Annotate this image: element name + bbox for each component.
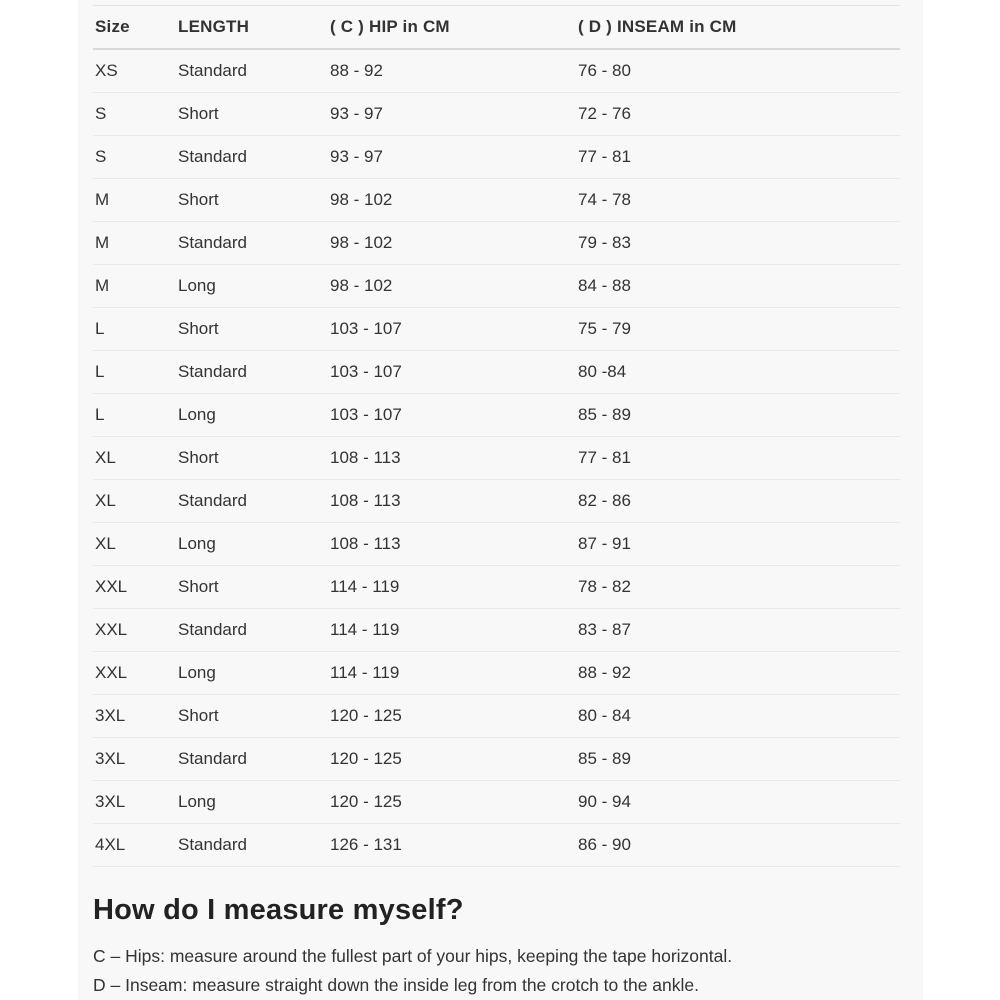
table-cell: Standard <box>176 351 328 394</box>
table-cell: 80 -84 <box>576 351 900 394</box>
table-cell: XXL <box>93 566 176 609</box>
table-cell: 98 - 102 <box>328 222 576 265</box>
table-cell: S <box>93 93 176 136</box>
table-cell: 84 - 88 <box>576 265 900 308</box>
table-row <box>93 609 900 652</box>
table-cell: XL <box>93 437 176 480</box>
table-row <box>93 222 900 265</box>
table-cell: 93 - 97 <box>328 136 576 179</box>
table-cell: 86 - 90 <box>576 824 900 867</box>
table-row <box>93 566 900 609</box>
table-row <box>93 480 900 523</box>
table-cell: XXL <box>93 652 176 695</box>
table-row <box>93 394 900 437</box>
table-row <box>93 824 900 867</box>
table-cell: M <box>93 222 176 265</box>
table-cell: 85 - 89 <box>576 738 900 781</box>
table-row <box>93 523 900 566</box>
table-row <box>93 781 900 824</box>
table-row <box>93 179 900 222</box>
table-cell: 98 - 102 <box>328 265 576 308</box>
table-cell: L <box>93 394 176 437</box>
table-cell: 108 - 113 <box>328 523 576 566</box>
column-header-hip: ( C ) HIP in CM <box>328 6 576 50</box>
table-cell: 75 - 79 <box>576 308 900 351</box>
table-cell: M <box>93 179 176 222</box>
table-cell: 108 - 113 <box>328 480 576 523</box>
table-cell: 108 - 113 <box>328 437 576 480</box>
table-row <box>93 738 900 781</box>
table-cell: Short <box>176 437 328 480</box>
table-cell: 79 - 83 <box>576 222 900 265</box>
table-cell: 78 - 82 <box>576 566 900 609</box>
table-cell: Long <box>176 652 328 695</box>
table-cell: 88 - 92 <box>328 49 576 93</box>
column-header-inseam: ( D ) INSEAM in CM <box>576 6 900 50</box>
table-cell: 103 - 107 <box>328 394 576 437</box>
table-cell: M <box>93 265 176 308</box>
table-cell: 114 - 119 <box>328 652 576 695</box>
column-header-length: LENGTH <box>176 6 328 50</box>
table-row <box>93 265 900 308</box>
table-cell: 77 - 81 <box>576 136 900 179</box>
table-cell: XXL <box>93 609 176 652</box>
table-cell: Long <box>176 523 328 566</box>
size-chart-body <box>93 49 900 867</box>
table-cell: S <box>93 136 176 179</box>
table-cell: XL <box>93 480 176 523</box>
size-guide-panel <box>78 0 923 1000</box>
table-cell: 80 - 84 <box>576 695 900 738</box>
table-cell: 88 - 92 <box>576 652 900 695</box>
table-cell: 120 - 125 <box>328 695 576 738</box>
table-cell: XS <box>93 49 176 93</box>
table-cell: 114 - 119 <box>328 609 576 652</box>
table-row <box>93 437 900 480</box>
table-cell: Standard <box>176 738 328 781</box>
table-cell: 120 - 125 <box>328 781 576 824</box>
table-cell: XL <box>93 523 176 566</box>
table-cell: 98 - 102 <box>328 179 576 222</box>
table-cell: Standard <box>176 49 328 93</box>
table-cell: 3XL <box>93 738 176 781</box>
table-cell: 85 - 89 <box>576 394 900 437</box>
table-row <box>93 351 900 394</box>
table-cell: Standard <box>176 609 328 652</box>
measure-instruction-hips: C – Hips: measure around the fullest part of your hips, keeping the tape horizontal. <box>93 946 733 966</box>
section-heading: How do I measure myself? <box>93 894 464 926</box>
table-cell: 120 - 125 <box>328 738 576 781</box>
table-cell: Standard <box>176 480 328 523</box>
table-cell: Long <box>176 265 328 308</box>
size-chart-table <box>93 5 900 867</box>
table-row <box>93 93 900 136</box>
table-cell: 90 - 94 <box>576 781 900 824</box>
table-row <box>93 308 900 351</box>
table-cell: L <box>93 351 176 394</box>
table-cell: Long <box>176 394 328 437</box>
table-cell: Short <box>176 695 328 738</box>
table-header-row <box>93 6 900 50</box>
table-row <box>93 49 900 93</box>
table-cell: 93 - 97 <box>328 93 576 136</box>
table-cell: Short <box>176 566 328 609</box>
table-cell: 4XL <box>93 824 176 867</box>
table-cell: 126 - 131 <box>328 824 576 867</box>
table-cell: Standard <box>176 222 328 265</box>
table-cell: 87 - 91 <box>576 523 900 566</box>
measure-instruction-inseam: D – Inseam: measure straight down the inside leg from the crotch to the ankle. <box>93 974 700 995</box>
table-cell: Short <box>176 308 328 351</box>
column-header-size: Size <box>93 6 176 50</box>
table-cell: Standard <box>176 136 328 179</box>
table-cell: 3XL <box>93 695 176 738</box>
table-row <box>93 695 900 738</box>
table-cell: 103 - 107 <box>328 308 576 351</box>
table-cell: 72 - 76 <box>576 93 900 136</box>
table-cell: 114 - 119 <box>328 566 576 609</box>
table-cell: 82 - 86 <box>576 480 900 523</box>
table-cell: 3XL <box>93 781 176 824</box>
table-row <box>93 136 900 179</box>
table-row <box>93 652 900 695</box>
table-cell: Standard <box>176 824 328 867</box>
table-cell: 77 - 81 <box>576 437 900 480</box>
table-cell: Short <box>176 93 328 136</box>
table-cell: Long <box>176 781 328 824</box>
table-cell: 76 - 80 <box>576 49 900 93</box>
table-cell: 103 - 107 <box>328 351 576 394</box>
table-cell: L <box>93 308 176 351</box>
table-cell: 83 - 87 <box>576 609 900 652</box>
table-cell: Short <box>176 179 328 222</box>
table-cell: 74 - 78 <box>576 179 900 222</box>
